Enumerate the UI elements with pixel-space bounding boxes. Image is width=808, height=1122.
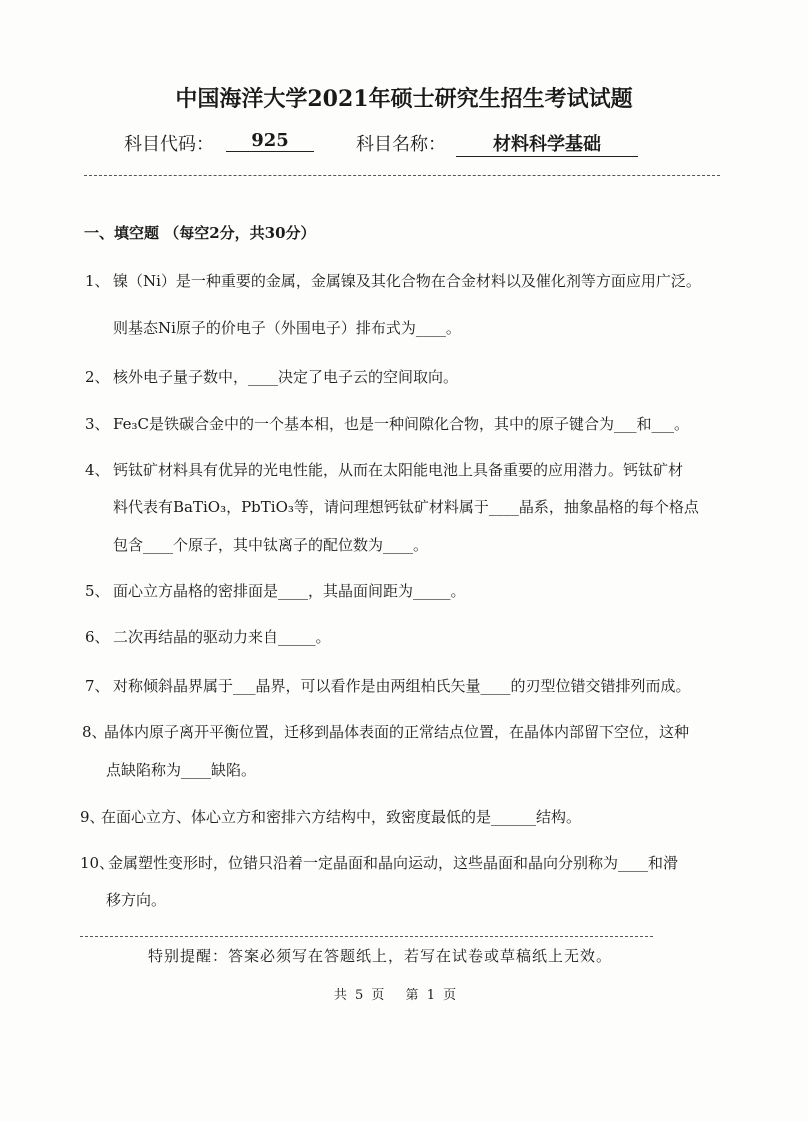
question-text: 对称倾斜晶界属于___晶界，可以看作是由两组柏氏矢量____的刃型位错交错排列而成。 [113,677,691,695]
question-text: 钙钛矿材料具有优异的光电性能，从而在太阳能电池上具备重要的应用潜力。钙钛矿材 [113,461,684,479]
footer-divider [80,936,653,937]
question-text: 点缺陷称为____缺陷。 [106,761,257,779]
section-heading: 一、填空题 （每空2分，共30分） [84,224,316,242]
question-number: 9、 [80,808,105,826]
question-number: 2、 [85,368,110,386]
question-text: 在面心立方、体心立方和密排六方结构中，致密度最低的是______结构。 [101,808,582,826]
question-text: 二次再结晶的驱动力来自_____。 [113,628,331,646]
answer-reminder: 特别提醒：答案必须写在答题纸上，若写在试卷或草稿纸上无效。 [147,947,612,965]
question-number: 5、 [85,582,110,600]
question-text: Fe₃C是铁碳合金中的一个基本相，也是一种间隙化合物，其中的原子键合为___和___。 [113,415,689,433]
page-info: 共 5 页 第 1 页 [333,988,457,1003]
question-text: 晶体内原子离开平衡位置，迁移到晶体表面的正常结点位置，在晶体内部留下空位，这种 [104,723,690,741]
question-text: 包含____个原子，其中钛离子的配位数为____。 [113,536,429,554]
question-text: 则基态Ni原子的价电子（外围电子）排布式为____。 [113,319,461,337]
question-number: 7、 [85,677,110,695]
header-divider [84,175,720,176]
question-text: 金属塑性变形时，位错只沿着一定晶面和晶向运动，这些晶面和晶向分别称为____和滑 [108,854,679,872]
question-number: 6、 [85,628,110,646]
question-number: 4、 [85,461,110,479]
subject-code-value: 925 [226,130,314,152]
question-number: 10、 [80,854,115,872]
exam-title: 中国海洋大学2021年硕士研究生招生考试试题 [175,86,633,112]
subject-name-value: 材料科学基础 [456,130,638,157]
question-number: 3、 [85,415,110,433]
subject-code-label: 科目代码： [124,134,214,155]
question-number: 8、 [82,723,107,741]
question-text: 料代表有BaTiO₃，PbTiO₃等，请问理想钙钛矿材料属于____晶系，抽象晶格的每个格点 [113,498,699,516]
question-text: 核外电子量子数中，____决定了电子云的空间取向。 [113,368,459,386]
question-number: 1、 [85,272,110,290]
question-text: 面心立方晶格的密排面是____，其晶面间距为_____。 [113,582,466,600]
question-text: 移方向。 [106,891,167,909]
subject-name-label: 科目名称： [356,134,446,155]
question-text: 镍（Ni）是一种重要的金属，金属镍及其化合物在合金材料以及催化剂等方面应用广泛。 [113,272,701,290]
